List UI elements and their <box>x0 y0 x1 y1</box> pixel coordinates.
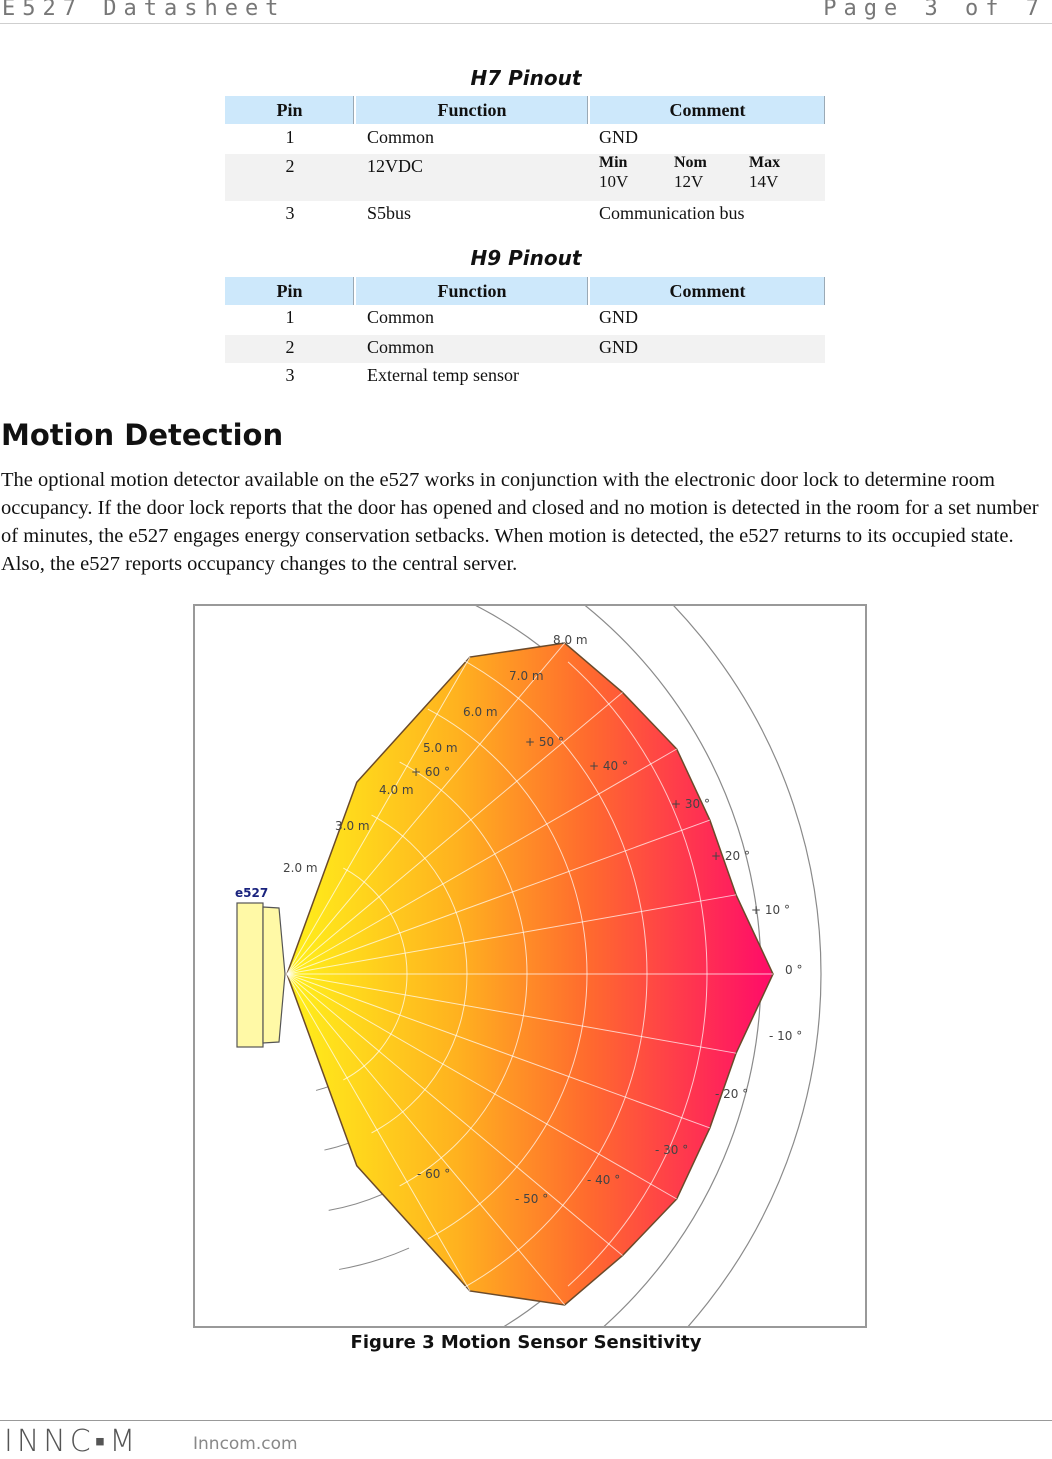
table-row <box>225 305 825 335</box>
range-label: 2.0 m <box>283 861 318 875</box>
section-paragraph: The optional motion detector available on the e527 works in conjunction with the electronic door lock to determine room occupancy. If the door lock reports that the door has opened and closed and no motion is detected in the room for a set number of minutes, the e527 engages energy conservation setbacks. When motion is detected, the e527 returns to its occupied state. Also, the e527 reports occupancy changes to the central server. <box>1 469 1039 575</box>
max-value: 14V <box>749 172 779 191</box>
pin-cell: 2 <box>225 335 355 363</box>
company-website: Inncom.com <box>193 1434 298 1454</box>
column-header: Pin <box>225 277 355 305</box>
angle-label: + 20 ° <box>711 849 750 863</box>
function-cell: Common <box>355 335 589 363</box>
comment-cell: GND <box>599 127 638 147</box>
table-row <box>225 124 825 154</box>
column-header: Comment <box>589 277 825 305</box>
nom-value: 12V <box>674 172 704 191</box>
angle-label: - 30 ° <box>655 1143 689 1157</box>
table-row <box>225 201 825 229</box>
table-row <box>225 154 825 201</box>
range-label: 4.0 m <box>379 783 414 797</box>
function-cell: 12VDC <box>355 154 589 201</box>
angle-label: - 20 ° <box>715 1087 749 1101</box>
h9-table-title: H9 Pinout <box>470 246 582 270</box>
angle-label: - 10 ° <box>769 1029 803 1043</box>
function-cell: Common <box>367 307 435 327</box>
range-label: 3.0 m <box>335 819 370 833</box>
table-row <box>225 335 825 363</box>
range-arc <box>339 1248 409 1269</box>
comment-cell: GND <box>589 335 825 363</box>
range-arc <box>329 1193 385 1210</box>
column-header: Function <box>355 96 589 124</box>
table-row <box>225 363 825 391</box>
company-logo: INNC▪M <box>4 1424 140 1459</box>
header-divider <box>0 23 1052 24</box>
comment-cell: Communication bus <box>599 203 745 223</box>
footer-divider <box>0 1420 1052 1421</box>
angle-label: + 10 ° <box>751 903 790 917</box>
h9-pinout-table <box>225 277 825 391</box>
pin-cell: 3 <box>285 203 295 223</box>
device-label: e527 <box>235 886 269 900</box>
pin-cell: 1 <box>285 127 295 147</box>
column-header: Function <box>355 277 589 305</box>
document-title: E527 Datasheet <box>2 0 286 21</box>
page-number: Page 3 of 7 <box>823 0 1046 21</box>
pin-cell: 2 <box>225 154 355 201</box>
h7-pinout-table <box>225 96 825 229</box>
table-header-row <box>225 96 825 124</box>
max-label: Max <box>749 154 781 171</box>
angle-label: - 60 ° <box>417 1167 451 1181</box>
sensitivity-diagram <box>195 606 865 1326</box>
figure-caption: Figure 3 Motion Sensor Sensitivity <box>350 1332 702 1353</box>
min-value: 10V <box>599 172 629 191</box>
function-cell: External temp sensor <box>367 365 519 385</box>
table-header-row <box>225 277 825 305</box>
angle-label: + 40 ° <box>589 759 628 773</box>
pin-cell: 3 <box>285 365 295 385</box>
column-header: Pin <box>225 96 355 124</box>
pin-cell: 1 <box>285 307 295 327</box>
nom-label: Nom <box>674 154 707 171</box>
angle-label: - 40 ° <box>587 1173 621 1187</box>
function-cell: Common <box>367 127 435 147</box>
angle-label: + 30 ° <box>671 797 710 811</box>
h7-table-title: H7 Pinout <box>470 66 582 90</box>
angle-label: + 50 ° <box>525 735 564 749</box>
angle-label: + 60 ° <box>411 765 450 779</box>
angle-label: 0 ° <box>785 963 803 977</box>
angle-label: - 50 ° <box>515 1192 549 1206</box>
motion-sensitivity-figure <box>193 604 867 1328</box>
voltage-range-header <box>599 154 825 172</box>
comment-cell <box>589 154 825 201</box>
range-label: 6.0 m <box>463 705 498 719</box>
voltage-range-values <box>599 172 825 192</box>
comment-cell <box>589 363 825 391</box>
function-cell: S5bus <box>367 203 412 223</box>
range-label: 7.0 m <box>509 669 544 683</box>
min-label: Min <box>599 154 628 171</box>
range-label: 8.0 m <box>553 633 588 647</box>
section-heading: Motion Detection <box>1 418 284 452</box>
sensor-device <box>237 903 285 1047</box>
comment-cell: GND <box>599 307 638 327</box>
column-header: Comment <box>589 96 825 124</box>
range-label: 5.0 m <box>423 741 458 755</box>
